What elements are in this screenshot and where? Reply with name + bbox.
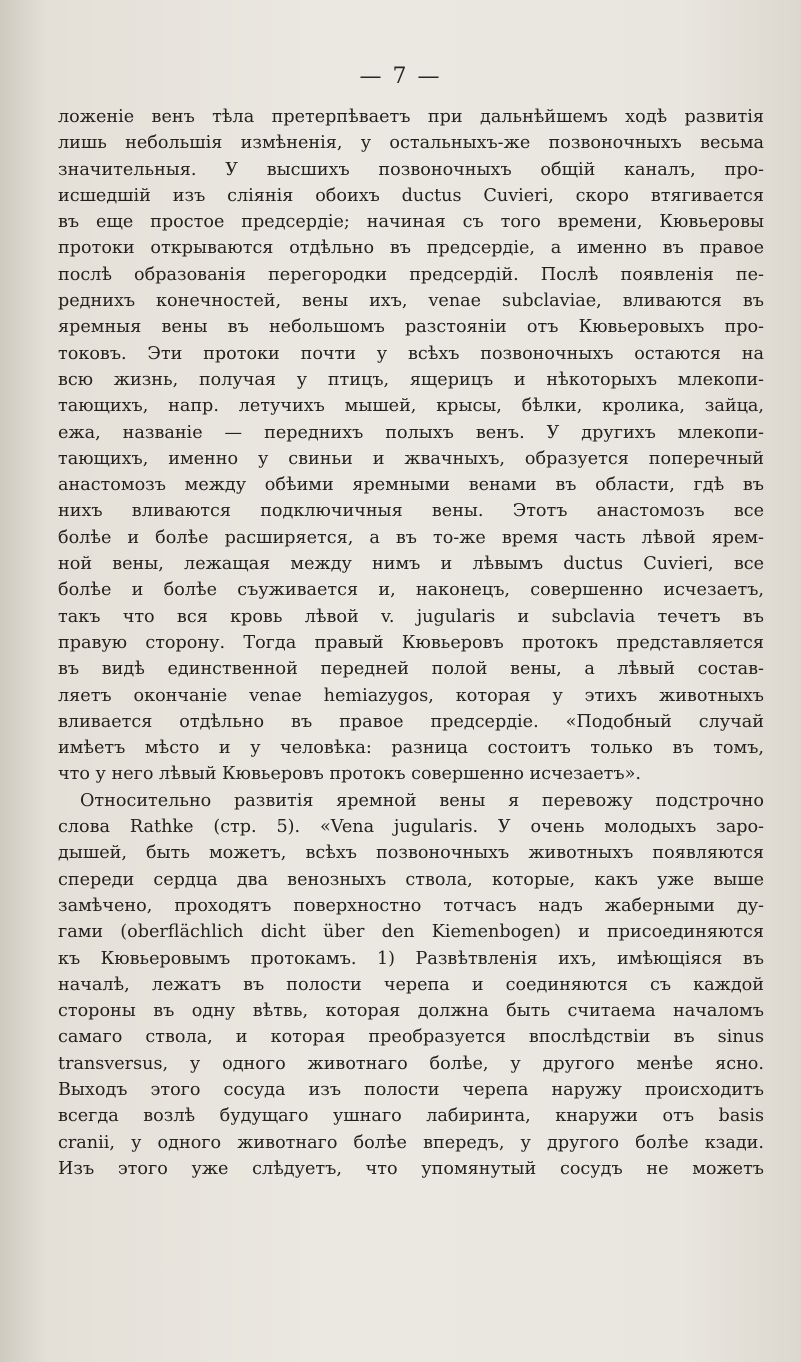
text-line: болѣе и болѣе съуживается и, наконецъ, совершенно исчезаетъ,: [58, 580, 764, 601]
text-line: cranii, у одного животнаго болѣе впередъ, у другого болѣе кзади.: [58, 1132, 764, 1153]
text-line: transversus, у одного животнаго болѣе, у другого менѣе ясно.: [58, 1053, 764, 1074]
text-line: реднихъ конечностей, вены ихъ, venae subclaviae, вливаются въ: [58, 291, 764, 312]
text-line: вливается отдѣльно въ правое предсердіе. «Подобный случай: [58, 711, 764, 732]
text-line: всегда возлѣ будущаго ушнаго лабиринта, кнаружи отъ basis: [58, 1106, 764, 1127]
text-line: гами (oberflächlich dicht über den Kiemenbogen) и присоединяются: [58, 922, 764, 943]
text-line: Выходъ этого сосуда изъ полости черепа наружу происходитъ: [58, 1079, 764, 1100]
text-line: такъ что вся кровь лѣвой v. jugularis и subclavia течетъ въ: [58, 606, 764, 627]
text-line: что у него лѣвый Кювьеровъ протокъ совершенно исчезаетъ».: [58, 764, 641, 785]
text-line: болѣе и болѣе расширяется, а въ то-же время часть лѣвой ярем-: [58, 527, 764, 548]
text-line: замѣчено, проходятъ поверхностно тотчасъ надъ жаберными ду-: [58, 895, 764, 916]
paragraph-start-line: Относительно развитія яремной вены я перевожу подстрочно: [80, 790, 764, 811]
text-line: въ видѣ единственной передней полой вены, а лѣвый состав-: [58, 659, 764, 680]
text-line: анастомозъ между обѣими яремными венами въ области, гдѣ въ: [58, 475, 764, 496]
text-line: послѣ образованія перегородки предсердій. Послѣ появленія пе-: [58, 264, 764, 285]
text-line: слова Rathke (стр. 5). «Vena jugularis. У очень молодыхъ заро-: [58, 817, 764, 838]
text-line: тающихъ, напр. летучихъ мышей, крысы, бѣлки, кролика, зайца,: [58, 396, 764, 417]
text-line: исшедшій изъ сліянія обоихъ ductus Cuvieri, скоро втягивается: [58, 185, 764, 206]
text-line: токовъ. Эти протоки почти у всѣхъ позвоночныхъ остаются на: [58, 343, 764, 364]
text-line: ежа, названіе — переднихъ полыхъ венъ. У другихъ млекопи-: [58, 422, 764, 443]
text-line: дышей, быть можетъ, всѣхъ позвоночныхъ животныхъ появляются: [58, 843, 764, 864]
body-text: [58, 104, 764, 1182]
text-line: ложеніе венъ тѣла претерпѣваетъ при дальнѣйшемъ ходѣ развитія: [58, 107, 764, 127]
text-line: тающихъ, именно у свиньи и жвачныхъ, образуется поперечный: [58, 448, 764, 469]
text-line: стороны въ одну вѣтвь, которая должна быть считаема началомъ: [58, 1001, 764, 1022]
text-line: нихъ вливаются подключичныя вены. Этотъ анастомозъ все: [58, 501, 764, 522]
text-line: протоки открываются отдѣльно въ предсердіе, а именно въ правое: [58, 238, 764, 259]
text-line: правую сторону. Тогда правый Кювьеровъ протокъ представляется: [58, 632, 764, 653]
text-line: имѣетъ мѣсто и у человѣка: разница состоитъ только въ томъ,: [58, 738, 764, 759]
text-line: яремныя вены въ небольшомъ разстояніи отъ Кювьеровыхъ про-: [58, 317, 764, 338]
text-line: значительныя. У высшихъ позвоночныхъ общій каналъ, про-: [58, 159, 764, 180]
text-line: спереди сердца два венозныхъ ствола, которые, какъ уже выше: [58, 869, 764, 890]
text-line: всю жизнь, получая у птицъ, ящерицъ и нѣкоторыхъ млекопи-: [58, 369, 764, 390]
text-line: Изъ этого уже слѣдуетъ, что упомянутый сосудъ не можетъ: [58, 1158, 764, 1179]
text-line: самаго ствола, и которая преобразуется впослѣдствіи въ sinus: [58, 1027, 764, 1048]
text-line: къ Кювьеровымъ протокамъ. 1) Развѣтвленія ихъ, имѣющіяся въ: [58, 948, 764, 969]
text-line: лишь небольшія измѣненія, у остальныхъ-же позвоночныхъ весьма: [58, 133, 764, 154]
page-number: — 7 —: [359, 64, 442, 89]
text-line: началѣ, лежатъ въ полости черепа и соединяются съ каждой: [58, 974, 764, 995]
text-line: ной вены, лежащая между нимъ и лѣвымъ ductus Cuvieri, все: [58, 554, 764, 575]
text-line: ляетъ окончаніе venae hemiazygos, которая у этихъ животныхъ: [58, 685, 764, 706]
text-line: въ еще простое предсердіе; начиная съ того времени, Кювьеровы: [58, 212, 764, 233]
